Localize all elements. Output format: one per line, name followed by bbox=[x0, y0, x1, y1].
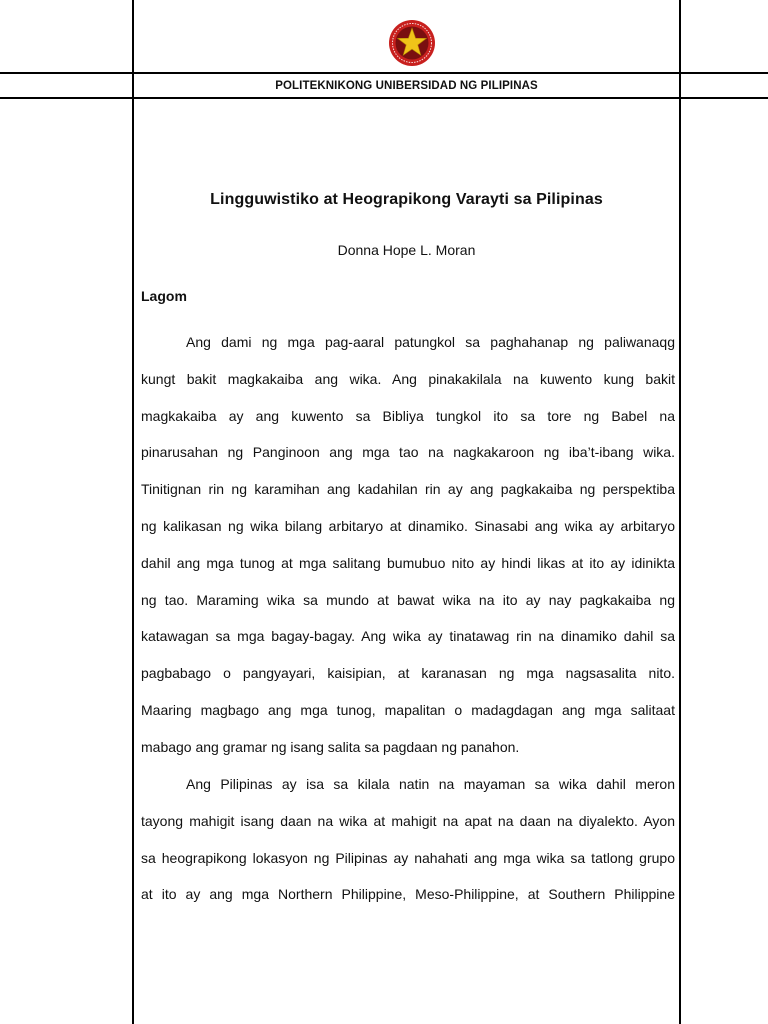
paragraph-line: Ang Pilipinas ay isa sa kilala natin na mayaman sa wika dahil meron bbox=[186, 776, 675, 792]
paragraph-line: magkakaiba ay ang kuwento sa Bibliya tungkol ito sa tore ng Babel na bbox=[141, 407, 675, 424]
right-margin-rule bbox=[679, 0, 681, 1024]
paragraph-line: sa heograpikong lokasyon ng Pilipinas ay nahahati ang mga wika sa tatlong grupo bbox=[141, 849, 675, 866]
header-bottom-rule bbox=[0, 97, 768, 99]
paragraph-line: Ang dami ng mga pag-aaral patungkol sa paghahanap ng paliwanaqg bbox=[186, 334, 675, 350]
university-seal-icon bbox=[388, 19, 436, 67]
paragraph-line: ng tao. Maraming wika sa mundo at bawat wika na ito ay nay pagkakaiba ng bbox=[141, 591, 675, 608]
summary-paragraph-2 bbox=[141, 774, 675, 921]
paragraph-line: ng kalikasan ng wika bilang arbitaryo at dinamiko. Sinasabi ang wika ay arbitaryo bbox=[141, 517, 675, 534]
paragraph-line: Maaring magbago ang mga tunog, mapalitan o madagdagan ang mga salitaat bbox=[141, 701, 675, 718]
summary-paragraph-1 bbox=[141, 332, 675, 774]
paragraph-line: Tinitignan rin ng karamihan ang kadahilan rin ay ang pagkakaiba ng perspektiba bbox=[141, 481, 675, 498]
paragraph-line: dahil ang mga tunog at mga salitang bumubuo nito ay hindi likas at ito ay idinikta bbox=[141, 554, 675, 571]
paragraph-line: pinarusahan ng Panginoon ang mga tao na nagkakaroon ng iba’t-ibang wika. bbox=[141, 444, 675, 461]
paragraph-line: at ito ay ang mga Northern Philippine, Meso-Philippine, at Southern Philippine bbox=[141, 886, 675, 903]
left-margin-rule bbox=[132, 0, 134, 1024]
paragraph-line: tayong mahigit isang daan na wika at mahigit na apat na daan na diyalekto. Ayon bbox=[141, 812, 675, 829]
paper-author: Donna Hope L. Moran bbox=[337, 242, 476, 258]
paragraph-line: mabago ang gramar ng isang salita sa pagdaan ng panahon. bbox=[141, 738, 520, 755]
paragraph-line: katawagan sa mga bagay-bagay. Ang wika ay tinatawag rin na dinamiko dahil sa bbox=[141, 628, 675, 645]
header-top-rule bbox=[0, 72, 768, 74]
paper-title: Lingguwistiko at Heograpikong Varayti sa Pilipinas bbox=[210, 191, 603, 208]
paragraph-line: kungt bakit magkakaiba ang wika. Ang pinakakilala na kuwento kung bakit bbox=[141, 370, 675, 387]
university-name: POLITEKNIKONG UNIBERSIDAD NG PILIPINAS bbox=[275, 80, 538, 92]
section-heading: Lagom bbox=[141, 288, 187, 304]
paragraph-line: pagbabago o pangyayari, kaisipian, at karanasan ng mga nagsasalita nito. bbox=[141, 665, 675, 682]
